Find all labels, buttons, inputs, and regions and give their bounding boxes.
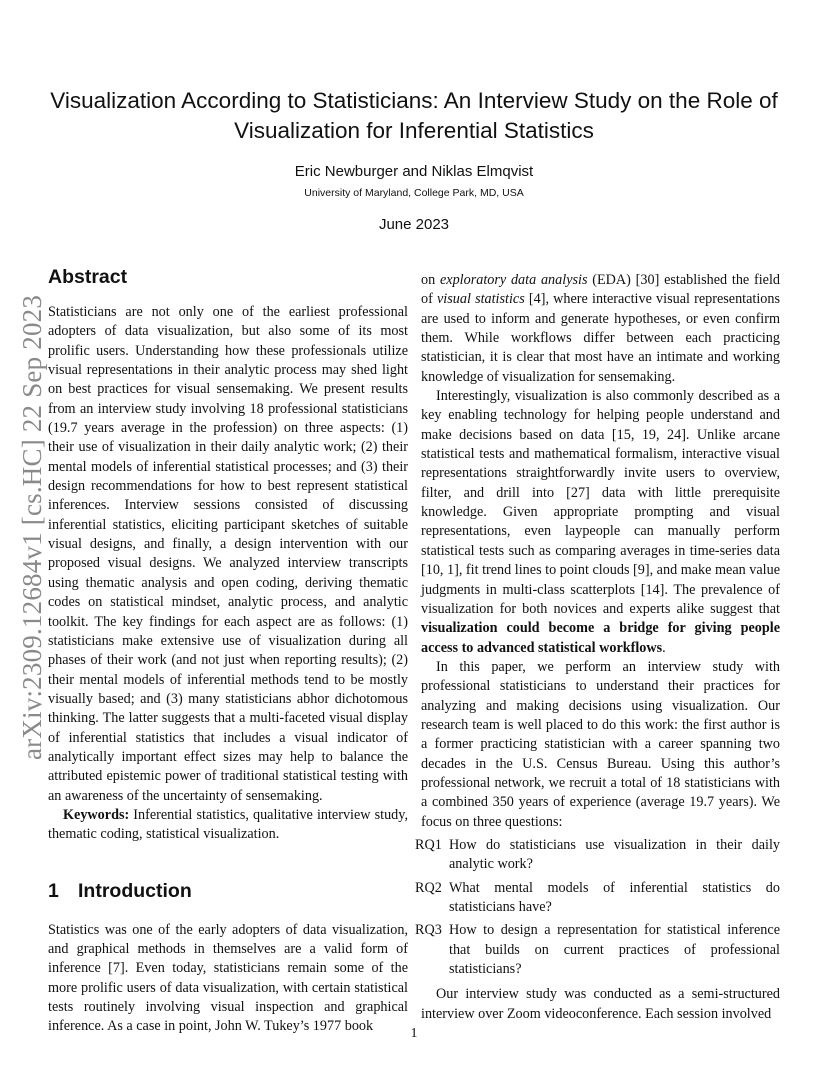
term-eda: exploratory data analysis <box>439 272 588 288</box>
intro-paragraph-1-continued: on exploratory data analysis (EDA) [30] established the field of visual statistics [4], where interactive visual representations are used to inform and generate hypotheses, or even confirm them. While workflows differ between each practicing statistician, it is clear that most have an intimate and working knowledge of visualization for sensemaking. <box>421 272 781 385</box>
left-column <box>48 265 408 1037</box>
publication-date: June 2023 <box>378 216 450 233</box>
research-question <box>415 879 780 918</box>
right-column <box>415 271 781 1024</box>
keywords-paragraph <box>48 806 408 845</box>
section-number: 1 <box>48 879 59 902</box>
intro-paragraph-1: Statistics was one of the early adopters of data visualization, and graphical methods in themselves are a valid form of inference [7]. Even today, statisticians remain some of the more prolific users of data visualization, with certain statistical tests routinely involving visual inspection and graphical inference. As a case in point, John W. Tukey’s 1977 book <box>48 921 408 1035</box>
rq-text: How to design a representation for statistical inference that builds on current practices of professional statisticians? <box>449 922 780 978</box>
term-visual-statistics: visual statistics <box>437 291 525 308</box>
paper-title: Visualization According to Statisticians: An Interview Study on the Role of Visualization for Inferential Statistics <box>50 88 778 143</box>
keywords-text: Inferential statistics, qualitative interview study, thematic coding, statistical visualization. <box>48 806 408 843</box>
keywords-label: Keywords: <box>63 806 130 823</box>
abstract-heading: Abstract <box>48 266 128 288</box>
intro-paragraph-3: In this paper, we perform an interview study with professional statisticians to understand their practices for analyzing and making decisions using visualization. Our research team is well placed to do this work: the first author is a former practicing statistician with a career spanning two decades in the U.S. Census Bureau. Using this author’s professional network, we recruit a total of 18 statisticians with a combined 350 years of experience (average 19.7 years). We focus on three questions: <box>421 658 780 830</box>
section-heading-introduction <box>48 879 408 903</box>
page-number: 1 <box>410 1026 418 1041</box>
rq-text: What mental models of inferential statistics do statisticians have? <box>449 879 780 915</box>
research-question <box>415 836 780 875</box>
section-title: Introduction <box>78 879 192 902</box>
arxiv-stamp[interactable]: arXiv:2309.12684v1 [cs.HC] 22 Sep 2023 <box>17 294 47 760</box>
rq-label: RQ1 <box>415 836 442 853</box>
author-list: Eric Newburger and Niklas Elmqvist <box>294 163 534 180</box>
affiliation: University of Maryland, College Park, MD, USA <box>304 187 524 199</box>
key-claim: visualization could become a bridge for giving people access to advanced statistical workflows <box>421 620 780 656</box>
intro-paragraph-2: Interestingly, visualization is also commonly described as a key enabling technology for helping people understand and make decisions based on data [15, 19, 24]. Unlike arcane statistical tests and mathematical formalism, interactive visual representations straightforwardly invite users to overview, filter, and drill into [27] data with little prerequisite knowledge. Given appropriate prompting and visual representations, even laypeople can manually perform statistical tests such as comparing averages in time-series data [10, 1], fit trend lines to point clouds [9], and make mean value judgments in multi-class scatterplots [14]. The prevalence of visualization for both novices and experts alike suggest that visualization could become a bridge for giving people access to advanced statistical workflows. <box>421 388 780 656</box>
abstract-text: Statisticians are not only one of the earliest professional adopters of data visualization, but also some of its most prolific users. Understanding how these professionals utilize visual representations in their analytic process may shed light on best practices for visual sensemaking. We present results from an interview study involving 18 professional statisticians (19.7 years average in the profession) on three aspects: (1) their use of visualization in their daily analytic work; (2) their mental models of inferential statistical processes; and (3) their design recommendations for how to best represent statistical inferences. Interview sessions consisted of discussing inferential statistics, eliciting participant sketches of suitable visual designs, and finally, a design intervention with our proposed visual designs. We analyzed interview transcripts using thematic analysis and open coding, deriving thematic codes on statistical mindset, analytic process, and analytic toolkit. The key findings for each aspect are as follows: (1) statisticians make extensive use of visualization during all phases of their work (and not just when reporting results); (2) their mental models of inferential methods tend to be mostly visually based; and (3) many statisticians abhor dichotomous thinking. The latter suggests that a multi-faceted visual display of inferential statistics that includes a visual indicator of analytically important effect sizes may help to balance the attributed epistemic power of traditional statistical testing with an awareness of the uncertainty of sensemaking. <box>48 304 408 804</box>
research-question <box>415 921 780 979</box>
rq-label: RQ2 <box>415 879 442 896</box>
intro-paragraph-4: Our interview study was conducted as a semi-structured interview over Zoom videoconference. Each session involved <box>421 986 780 1022</box>
rq-text: How do statisticians use visualization in their daily analytic work? <box>449 836 780 873</box>
rq-label: RQ3 <box>415 922 442 939</box>
